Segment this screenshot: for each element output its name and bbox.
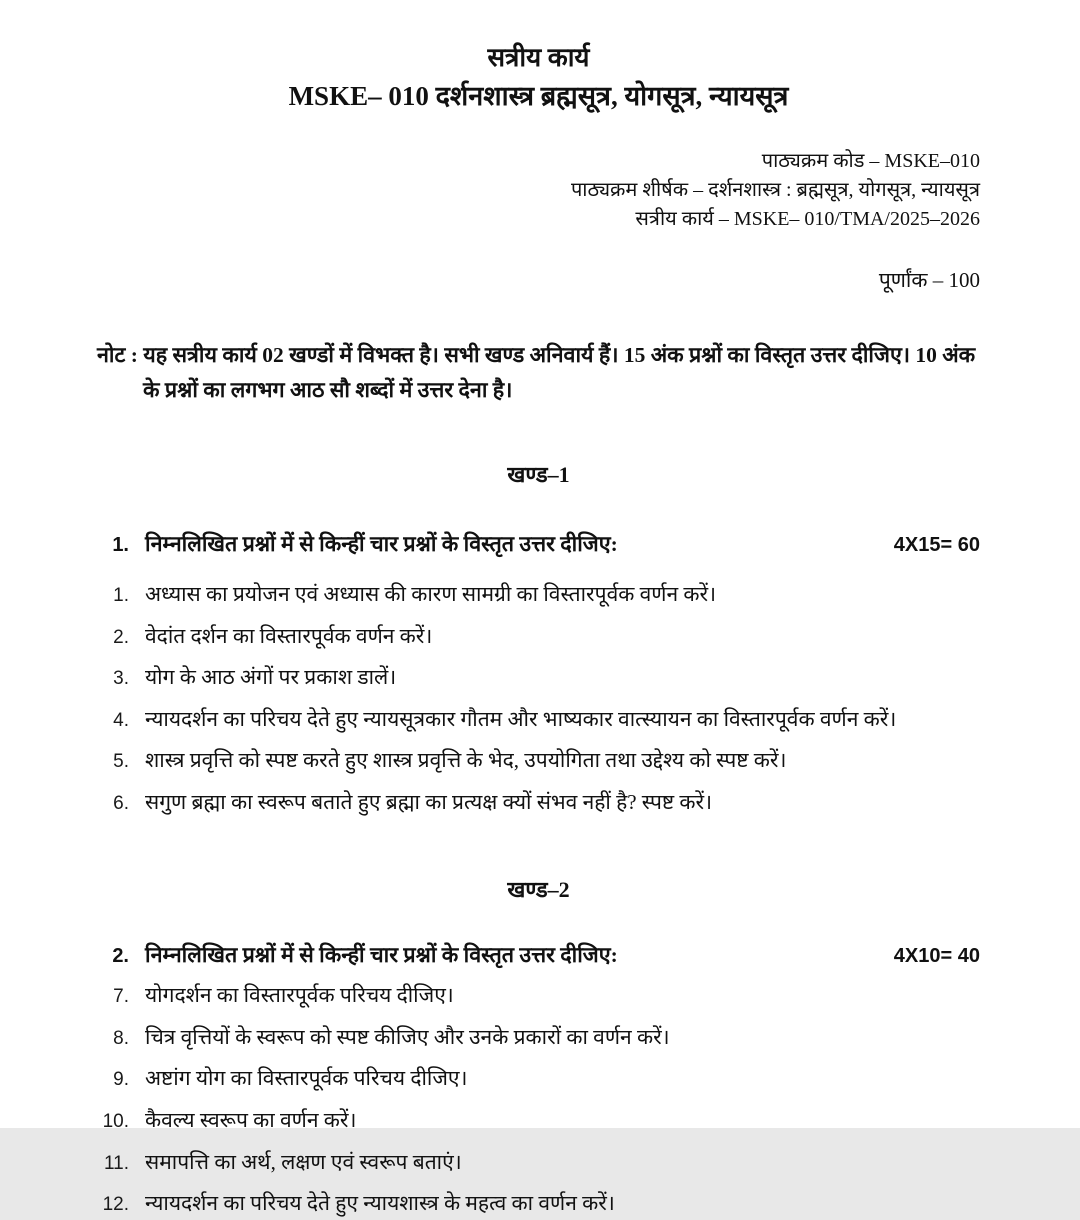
max-marks: पूर्णांक – 100 [878, 268, 980, 293]
question-row [97, 703, 980, 736]
question-row [97, 661, 980, 694]
question-number: 1. [113, 585, 129, 607]
question-text: अध्यास का प्रयोजन एवं अध्यास की कारण सामग्री का विस्तारपूर्वक वर्णन करें। [145, 582, 717, 607]
question-number: 12. [102, 1194, 129, 1216]
course-meta-block [97, 147, 980, 234]
question-row [97, 744, 980, 777]
question-number: 9. [113, 1069, 129, 1091]
question-text: शास्त्र प्रवृत्ति को स्पष्ट करते हुए शास्त्र प्रवृत्ति के भेद, उपयोगिता तथा उद्देश्य को स्पष्ट करें। [145, 748, 787, 773]
question-text: कैवल्य स्वरूप का वर्णन करें। [145, 1107, 357, 1132]
question-row [97, 786, 980, 819]
course-subtitle: MSKE– 010 दर्शनशास्त्र ब्रह्मसूत्र, योगसूत्र, न्यायसूत्र [288, 80, 789, 111]
question-text: अष्टांग योग का विस्तारपूर्वक परिचय दीजिए। [145, 1066, 468, 1091]
question-number: 6. [113, 792, 129, 814]
section-1-instruction-number: 1. [112, 534, 129, 557]
question-number: 2. [113, 626, 129, 648]
section-2-instruction-text: निम्नलिखित प्रश्नों में से किन्हीं चार प्रश्नों के विस्तृत उत्तर दीजिए: [145, 943, 618, 968]
question-number: 8. [113, 1027, 129, 1049]
question-row [97, 620, 980, 653]
section-1-marks: 4X15= 60 [893, 534, 980, 557]
section-2-marks: 4X10= 40 [893, 945, 980, 968]
document-title: सत्रीय कार्य [487, 43, 590, 72]
question-row [97, 1187, 980, 1220]
question-text: वेदांत दर्शन का विस्तारपूर्वक वर्णन करें। [145, 623, 433, 648]
question-number: 4. [113, 709, 129, 731]
question-number: 11. [103, 1152, 129, 1174]
section-2-instruction [97, 940, 980, 969]
section-1-instruction-text: निम्नलिखित प्रश्नों में से किन्हीं चार प्रश्नों के विस्तृत उत्तर दीजिए: [145, 532, 618, 557]
question-row [97, 979, 980, 1012]
question-row [97, 578, 980, 611]
section-1-heading: खण्ड–1 [507, 462, 570, 488]
question-number: 3. [113, 668, 129, 690]
question-text: न्यायदर्शन का परिचय देते हुए न्यायशास्त्र के महत्व का वर्णन करें। [145, 1191, 615, 1216]
question-number: 7. [113, 986, 129, 1008]
question-number: 5. [113, 751, 129, 773]
note-paragraph: नोट : यह सत्रीय कार्य 02 खण्डों में विभक्त है। सभी खण्ड अनिवार्य हैं। 15 अंक प्रश्नों का विस्तृत उत्तर दीजिए। 10 अंक के प्रश्नों का लगभग आठ सौ शब्दों में उत्तर देना है। [97, 343, 976, 402]
question-text: योग के आठ अंगों पर प्रकाश डालें। [145, 665, 397, 690]
question-row [97, 1021, 980, 1054]
question-row [97, 1062, 980, 1095]
course-code-line: पाठ्यक्रम कोड – MSKE–010 [761, 150, 980, 173]
question-text: न्यायदर्शन का परिचय देते हुए न्यायसूत्रकार गौतम और भाष्यकार वात्स्यायन का विस्तारपूर्वक वर्णन करें। [145, 706, 897, 731]
question-text: समापत्ति का अर्थ, लक्षण एवं स्वरूप बताएं। [145, 1149, 462, 1174]
question-text: सगुण ब्रह्मा का स्वरूप बताते हुए ब्रह्मा का प्रत्यक्ष क्यों संभव नहीं है? स्पष्ट करें। [145, 789, 713, 814]
question-row [97, 1104, 980, 1137]
section-2-question-list [97, 979, 980, 1219]
section-1-question-list [97, 578, 980, 818]
section-1-instruction [97, 529, 980, 558]
question-number: 10. [102, 1110, 129, 1132]
question-row [97, 1146, 980, 1179]
course-title-line: पाठ्यक्रम शीर्षक – दर्शनशास्त्र : ब्रह्मसूत्र, योगसूत्र, न्यायसूत्र [570, 179, 980, 202]
question-text: चित्र वृत्तियों के स्वरूप को स्पष्ट कीजिए और उनके प्रकारों का वर्णन करें। [145, 1024, 670, 1049]
section-2-heading: खण्ड–2 [507, 877, 570, 903]
assignment-code-line: सत्रीय कार्य – MSKE– 010/TMA/2025–2026 [635, 208, 980, 231]
section-2-instruction-number: 2. [112, 945, 129, 968]
question-text: योगदर्शन का विस्तारपूर्वक परिचय दीजिए। [145, 983, 454, 1008]
